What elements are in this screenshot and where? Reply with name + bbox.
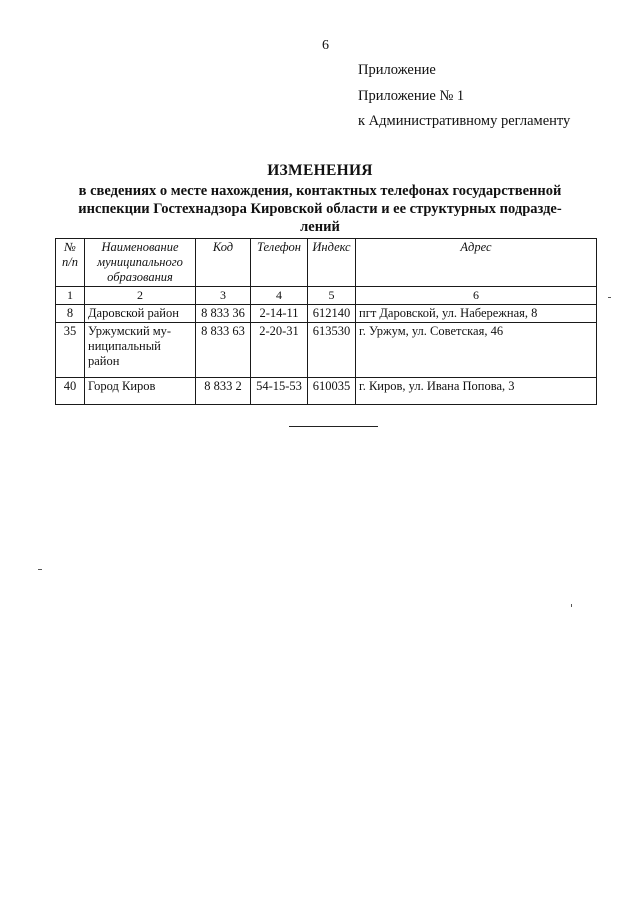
row-phone: 54-15-53 <box>251 378 308 405</box>
table-row <box>56 378 597 405</box>
column-number: 5 <box>308 287 356 305</box>
scan-speck <box>38 569 42 570</box>
row-phone: 2-14-11 <box>251 305 308 323</box>
scan-speck <box>571 604 572 607</box>
header-municipality: Наименование муниципального образования <box>85 239 196 287</box>
table-row <box>56 323 597 378</box>
title-subline-2: инспекции Гостехнадзора Кировской области и ее структурных подразде- <box>78 201 562 217</box>
page-number: 6 <box>322 38 329 53</box>
column-number: 2 <box>85 287 196 305</box>
row-index: 613530 <box>308 323 356 378</box>
appendix-line-2: Приложение № 1 <box>358 88 465 104</box>
header-index: Индекс <box>308 239 356 287</box>
header-address: Адрес <box>356 239 597 287</box>
table-row <box>56 305 597 323</box>
scan-speck <box>608 297 611 298</box>
row-index: 612140 <box>308 305 356 323</box>
title-heading: ИЗМЕНЕНИЯ <box>267 162 373 179</box>
table-header-row <box>56 239 597 287</box>
title-subline-3: лений <box>300 219 340 235</box>
row-code: 8 833 2 <box>196 378 251 405</box>
column-number: 4 <box>251 287 308 305</box>
appendix-line-1: Приложение <box>358 62 436 78</box>
row-index: 610035 <box>308 378 356 405</box>
column-number: 1 <box>56 287 85 305</box>
row-name: Город Киров <box>85 378 196 405</box>
row-num: 35 <box>56 323 85 378</box>
column-number: 3 <box>196 287 251 305</box>
row-address: г. Уржум, ул. Советская, 46 <box>356 323 597 378</box>
row-code: 8 833 36 <box>196 305 251 323</box>
header-num: № п/п <box>56 239 85 287</box>
row-address: г. Киров, ул. Ивана Попова, 3 <box>356 378 597 405</box>
row-phone: 2-20-31 <box>251 323 308 378</box>
row-address: пгт Даровской, ул. Набережная, 8 <box>356 305 597 323</box>
title-subline-1: в сведениях о месте нахождения, контактных телефонах государственной <box>78 183 562 199</box>
changes-table <box>55 238 597 405</box>
row-num: 8 <box>56 305 85 323</box>
header-phone: Телефон <box>251 239 308 287</box>
row-name: Уржумский му-ниципальный район <box>85 323 196 378</box>
appendix-line-3: к Административному регламенту <box>358 113 571 129</box>
row-num: 40 <box>56 378 85 405</box>
row-name: Даровской район <box>85 305 196 323</box>
column-number-row <box>56 287 597 305</box>
header-code: Код <box>196 239 251 287</box>
closing-divider <box>289 426 378 427</box>
row-code: 8 833 63 <box>196 323 251 378</box>
column-number: 6 <box>356 287 597 305</box>
